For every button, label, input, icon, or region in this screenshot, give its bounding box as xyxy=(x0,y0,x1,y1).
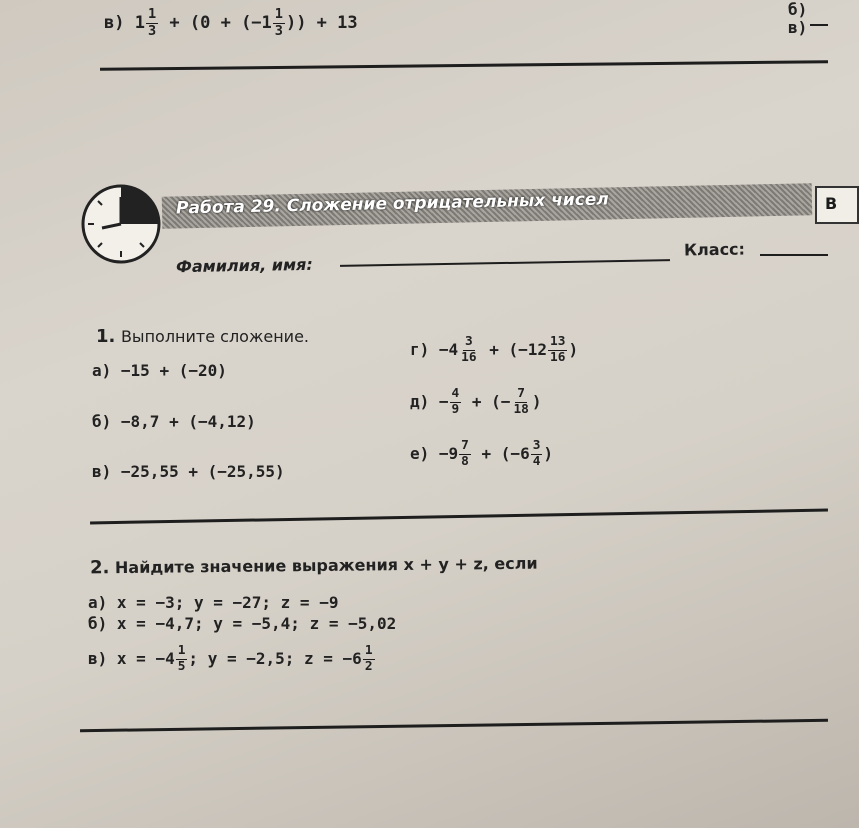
expr-part: 1 xyxy=(134,13,145,34)
expr-part: + (−12 xyxy=(489,339,548,359)
section-divider xyxy=(90,509,828,525)
item-label: в) xyxy=(92,462,112,481)
item-label: в) xyxy=(104,13,125,34)
denominator: 16 xyxy=(550,349,566,365)
numerator: 1 xyxy=(147,6,157,22)
item-expression: x = −4,7; y = −5,4; z = −5,02 xyxy=(116,614,397,633)
expr-part: ) xyxy=(531,391,542,411)
task1-item-e xyxy=(410,440,553,469)
item-label: в) xyxy=(88,648,108,668)
class-label: Класс: xyxy=(683,239,746,260)
numerator: 1 xyxy=(177,643,186,658)
item-expression: −25,55 + (−25,55) xyxy=(120,462,285,481)
task-title: Найдите значение выражения x + y + z, если xyxy=(114,553,538,578)
expr-part: −4 xyxy=(438,339,459,359)
expr-part: −9 xyxy=(438,443,459,463)
task-title: Выполните сложение. xyxy=(120,327,310,346)
task1-item-a xyxy=(92,361,227,380)
denominator: 9 xyxy=(451,401,460,417)
expr-part: − xyxy=(438,391,449,411)
task-number: 2. xyxy=(89,557,110,579)
item-expression: −15 + (−20) xyxy=(120,361,227,380)
expr-part: + (− xyxy=(471,391,511,411)
item-label: г) xyxy=(410,339,430,359)
fraction xyxy=(273,8,285,38)
task1-heading xyxy=(96,326,309,347)
denominator: 4 xyxy=(532,453,541,469)
fraction xyxy=(176,645,188,674)
fraction xyxy=(459,440,471,469)
task2-item-b xyxy=(88,614,396,633)
task1-item-d xyxy=(410,388,542,417)
variant-box xyxy=(815,186,859,224)
answer-line-top xyxy=(810,24,828,26)
denominator: 3 xyxy=(147,22,157,39)
numerator: 4 xyxy=(451,386,460,401)
name-field-line xyxy=(340,259,670,266)
numerator: 1 xyxy=(274,6,283,22)
task2-item-v xyxy=(88,645,376,674)
denominator: 16 xyxy=(461,349,477,365)
item-label: д) xyxy=(410,391,430,411)
denominator: 3 xyxy=(274,22,283,39)
item-label: а) xyxy=(92,361,112,380)
item-label: е) xyxy=(410,443,430,463)
task1-item-v xyxy=(92,462,285,481)
fraction xyxy=(450,388,462,417)
fraction xyxy=(511,388,530,417)
task1-item-g xyxy=(410,336,578,365)
expr-part: + (0 + (−1 xyxy=(169,13,272,34)
clock-icon xyxy=(80,183,162,265)
fraction xyxy=(459,336,478,365)
denominator: 8 xyxy=(461,453,469,469)
denominator: 5 xyxy=(177,658,186,674)
worksheet-title: Работа 29. Сложение отрицательных чисел xyxy=(175,189,609,219)
task2-item-a xyxy=(88,593,338,612)
numerator: 7 xyxy=(517,386,525,401)
expr-part: ; y = −2,5; z = −6 xyxy=(188,648,362,668)
section-divider xyxy=(80,719,828,732)
task-number: 1. xyxy=(96,326,116,347)
item-expression: x = −3; y = −27; z = −9 xyxy=(116,593,339,612)
numerator: 3 xyxy=(532,438,541,453)
numerator: 13 xyxy=(550,334,566,349)
fraction xyxy=(548,336,567,365)
numerator: 1 xyxy=(364,643,373,658)
item-label: а) xyxy=(88,593,108,612)
task2-heading xyxy=(90,553,538,579)
fraction xyxy=(531,440,543,469)
expr-part: ) xyxy=(568,339,579,359)
fraction xyxy=(146,8,158,38)
expr-part: ) xyxy=(543,443,554,463)
prev-right-label-b: б) xyxy=(788,0,808,19)
expr-part: + (−6 xyxy=(481,443,530,463)
expr-part: )) + 13 xyxy=(285,13,358,34)
fraction xyxy=(363,645,375,674)
section-divider xyxy=(100,60,828,71)
task1-item-b xyxy=(92,412,256,431)
numerator: 7 xyxy=(461,438,469,453)
item-label: б) xyxy=(88,614,108,633)
variant-label: В xyxy=(825,194,838,213)
denominator: 18 xyxy=(513,401,529,417)
denominator: 2 xyxy=(364,658,373,674)
name-label: Фамилия, имя: xyxy=(175,254,313,277)
expr-part: x = −4 xyxy=(116,648,175,668)
item-expression: −8,7 + (−4,12) xyxy=(120,412,256,431)
class-field-line xyxy=(760,254,828,256)
item-label: б) xyxy=(92,412,112,431)
prev-right-label-v: в) xyxy=(788,18,808,37)
prev-task-item-v xyxy=(104,8,358,38)
numerator: 3 xyxy=(465,334,473,349)
